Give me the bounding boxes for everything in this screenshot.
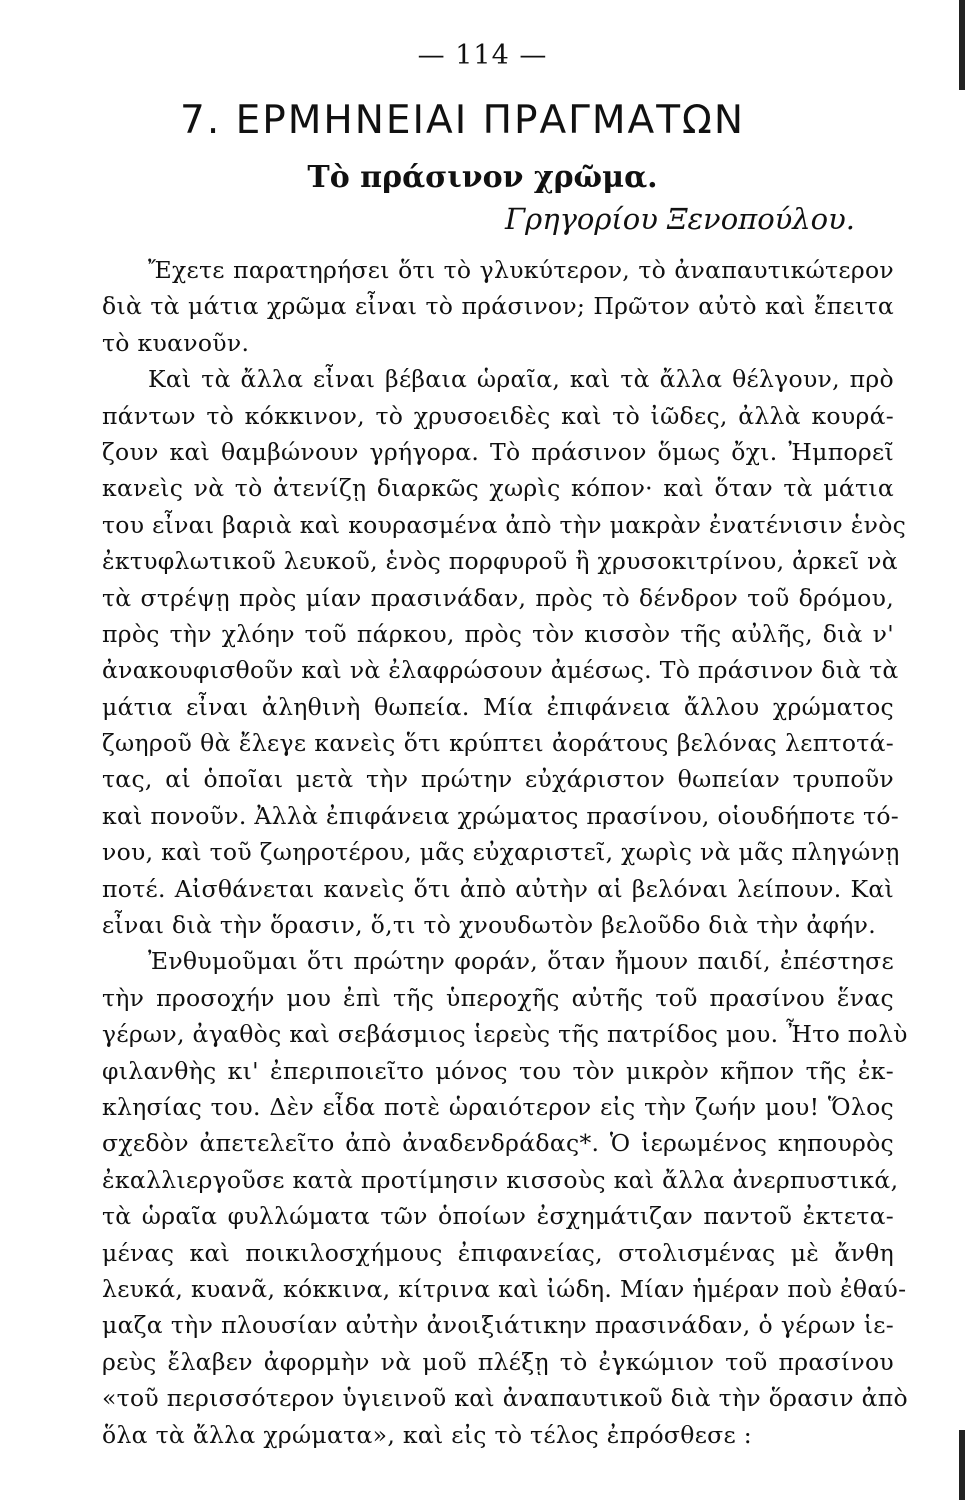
text-line: Ἐνθυμοῦμαι ὅτι πρώτην φοράν, ὅταν ἤμουν παιδί, ἐπέστησε — [148, 947, 894, 976]
text-line: διὰ τὰ μάτια χρῶμα εἶναι τὸ πράσινον; Πρῶτον αὐτὸ καὶ ἔπειτα — [102, 292, 894, 321]
text-line: τὴν προσοχήν μου ἐπὶ τῆς ὑπεροχῆς αὐτῆς τοῦ πρασίνου ἕνας — [102, 983, 894, 1012]
body-text — [102, 252, 908, 1453]
text-line: τὸ κυανοῦν. — [102, 328, 250, 357]
text-line: μαζα τὴν πλουσίαν αὐτὴν ἀνοιξιάτικην πρασινάδαν, ὁ γέρων ἱε- — [102, 1311, 894, 1340]
text-line: τὰ ὡραῖα φυλλώματα τῶν ὁποίων ἐσχημάτιζαν παντοῦ ἐκτετα- — [102, 1202, 894, 1231]
text-line: ἀνακουφισθοῦν καὶ νὰ ἐλαφρώσουν ἀμέσως. Τὸ πράσινον διὰ τὰ — [102, 656, 899, 685]
page-edge-shadow — [959, 1430, 965, 1500]
text-line: πάντων τὸ κόκκινον, τὸ χρυσοειδὲς καὶ τὸ ἰῶδες, ἀλλὰ κουρά- — [102, 401, 894, 430]
text-line: τας, αἱ ὁποῖαι μετὰ τὴν πρώτην εὐχάριστον θωπείαν τρυποῦν — [102, 765, 894, 794]
text-line: σχεδὸν ἀπετελεῖτο ἀπὸ ἀναδενδράδας*. Ὁ ἱερωμένος κηπουρὸς — [102, 1129, 894, 1158]
text-line: τὰ στρέψῃ πρὸς μίαν πρασινάδαν, πρὸς τὸ δένδρον τοῦ δρόμου, — [102, 583, 894, 612]
text-line: κανεὶς νὰ τὸ ἀτενίζῃ διαρκῶς χωρὶς κόπον· καὶ ὅταν τὰ μάτια — [102, 474, 894, 503]
text-line: του εἶναι βαριὰ καὶ κουρασμένα ἀπὸ τὴν μακρὰν ἐνατένισιν ἑνὸς — [102, 510, 907, 539]
text-line: Ἔχετε παρατηρήσει ὅτι τὸ γλυκύτερον, τὸ ἀναπαυτικώτερον — [148, 256, 894, 284]
text-line: ἐκαλλιεργοῦσε κατὰ προτίμησιν κισσοὺς καὶ ἄλλα ἀνερπυστικά, — [102, 1165, 899, 1194]
text-line: φιλανθὴς κι' ἐπεριποιεῖτο μόνος του τὸν μικρὸν κῆπον τῆς ἐκ- — [102, 1056, 894, 1085]
text-line: καὶ πονοῦν. Ἀλλὰ ἐπιφάνεια χρώματος πρασίνου, οἱουδήποτε τό- — [102, 801, 900, 830]
text-line: εἶναι διὰ τὴν ὅρασιν, ὅ,τι τὸ χνουδωτὸν βελοῦδο διὰ τὴν ἀφήν. — [102, 911, 877, 940]
page-number: — 114 — — [417, 40, 548, 71]
page-edge-shadow — [959, 0, 965, 90]
text-line: ζωηροῦ θὰ ἔλεγε κανεὶς ὅτι κρύπτει ἀοράτους βελόνας λεπτοτά- — [102, 729, 894, 758]
text-line: «τοῦ περισσότερον ὑγιεινοῦ καὶ ἀναπαυτικοῦ διὰ τὴν ὅρασιν ἀπὸ — [102, 1384, 908, 1413]
text-line: κλησίας του. Δὲν εἶδα ποτὲ ὡραιότερον εἰς τὴν ζωήν μου! Ὅλος — [102, 1092, 894, 1121]
author-byline: Γρηγορίου Ξενοπούλου. — [505, 202, 855, 236]
text-line: νου, καὶ τοῦ ζωηροτέρου, μᾶς εὐχαριστεῖ, χωρὶς νὰ μᾶς πληγώνῃ — [102, 838, 900, 867]
text-line: ζουν καὶ θαμβώνουν γρήγορα. Τὸ πράσινον ὅμως ὄχι. Ἠμπορεῖ — [102, 437, 894, 466]
text-line: λευκά, κυανᾶ, κόκκινα, κίτρινα καὶ ἰώδη. Μίαν ἡμέραν ποὺ ἐθαύ- — [102, 1274, 907, 1303]
text-line: ρεὺς ἔλαβεν ἀφορμὴν νὰ μοῦ πλέξῃ τὸ ἐγκώμιον τοῦ πρασίνου — [102, 1347, 894, 1376]
article-title: Τὸ πράσινον χρῶμα. — [307, 160, 658, 195]
text-line: ποτέ. Αἰσθάνεται κανεὶς ὅτι ἀπὸ αὐτὴν αἱ βελόναι λείπουν. Καὶ — [102, 874, 894, 903]
text-line: μάτια εἶναι ἀληθινὴ θωπεία. Μία ἐπιφάνεια ἄλλου χρώματος — [102, 692, 894, 721]
chapter-title: 7. ΕΡΜΗΝΕΙΑΙ ΠΡΑΓΜΑΤΩΝ — [180, 98, 746, 143]
text-line: γέρων, ἀγαθὸς καὶ σεβάσμιος ἱερεὺς τῆς πατρίδος μου. Ἦτο πολὺ — [102, 1020, 908, 1049]
text-line: ὅλα τὰ ἄλλα χρώματα», καὶ εἰς τὸ τέλος ἐπρόσθεσε : — [102, 1420, 752, 1449]
text-line: Καὶ τὰ ἄλλα εἶναι βέβαια ὡραῖα, καὶ τὰ ἄλλα θέλγουν, πρὸ — [148, 365, 894, 394]
text-line: ἐκτυφλωτικοῦ λευκοῦ, ἑνὸς πορφυροῦ ἢ χρυσοκιτρίνου, ἀρκεῖ νὰ — [102, 547, 898, 576]
text-line: πρὸς τὴν χλόην τοῦ πάρκου, πρὸς τὸν κισσὸν τῆς αὐλῆς, διὰ ν' — [102, 619, 894, 648]
text-line: μένας καὶ ποικιλοσχήμους ἐπιφανείας, στολισμένας μὲ ἄνθη — [102, 1238, 894, 1267]
